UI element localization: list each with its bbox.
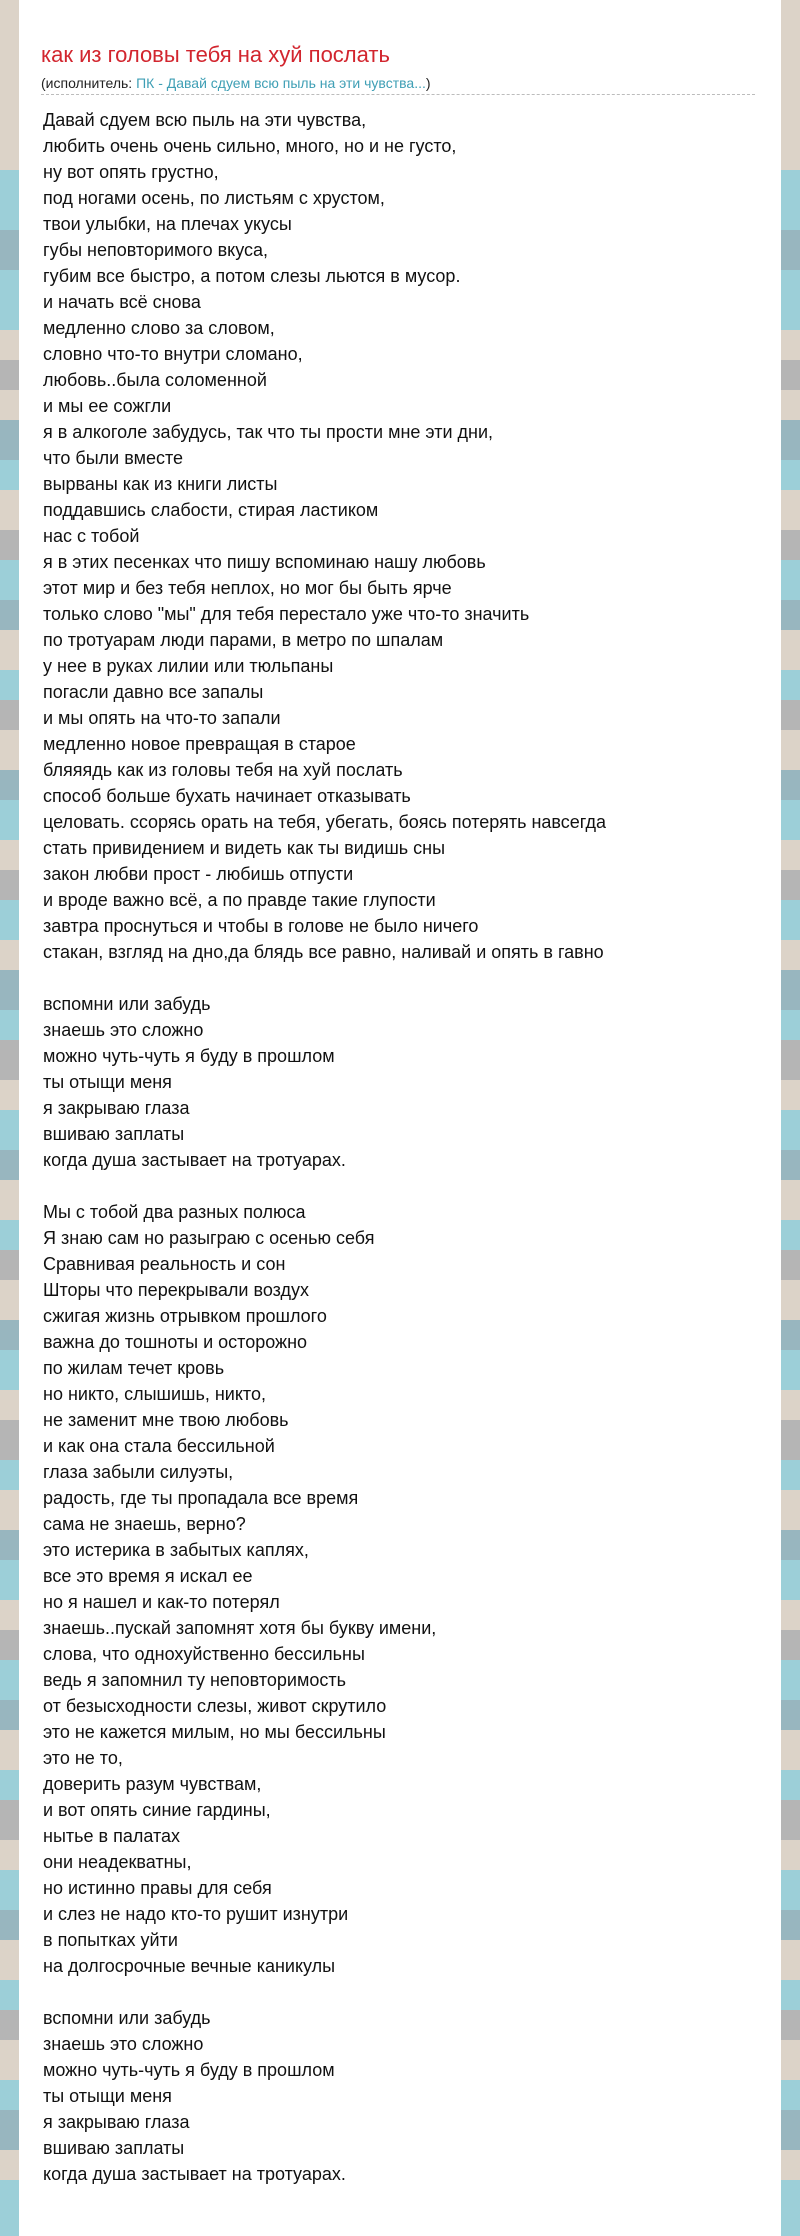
lyrics-text	[43, 107, 763, 2187]
lyric-line: Давай сдуем всю пыль на эти чувства,	[43, 110, 367, 130]
lyric-line: закон любви прост - любишь отпусти	[43, 864, 354, 884]
lyric-line: погасли давно все запалы	[43, 682, 264, 702]
lyric-line: у нее в руках лилии или тюльпаны	[43, 656, 334, 676]
page-title: как из головы тебя на хуй послать	[41, 42, 390, 67]
lyric-line: это не то,	[43, 1748, 123, 1768]
lyric-line: поддавшись слабости, стирая ластиком	[43, 500, 379, 520]
lyric-line: Шторы что перекрывали воздух	[43, 1280, 309, 1300]
artist-link[interactable]: ПК - Давай сдуем всю пыль на эти чувства...	[136, 75, 426, 91]
lyric-line: вшиваю заплаты	[43, 2138, 185, 2158]
lyric-line: что были вместе	[43, 448, 184, 468]
lyric-line: вырваны как из книги листы	[43, 474, 278, 494]
lyric-line: стать привидением и видеть как ты видишь сны	[43, 838, 446, 858]
lyric-line: на долгосрочные вечные каникулы	[43, 1956, 336, 1976]
lyric-line: глаза забыли силуэты,	[43, 1462, 234, 1482]
lyric-line: сама не знаешь, верно?	[43, 1514, 246, 1534]
lyric-line: этот мир и без тебя неплох, но мог бы быть ярче	[43, 578, 452, 598]
lyric-line: Сравнивая реальность и сон	[43, 1254, 286, 1274]
lyric-line: губим все быстро, а потом слезы льются в мусор.	[43, 266, 461, 286]
lyric-line: от безысходности слезы, живот скрутило	[43, 1696, 387, 1716]
lyric-line: вшиваю заплаты	[43, 1124, 185, 1144]
lyric-line: ты отыщи меня	[43, 2086, 172, 2106]
lyric-line: ведь я запомнил ту неповторимость	[43, 1670, 346, 1690]
lyric-line: и мы ее сожгли	[43, 396, 172, 416]
lyric-line: медленно новое превращая в старое	[43, 734, 356, 754]
lyric-line: когда душа застывает на тротуарах.	[43, 1150, 346, 1170]
artist-prefix: (исполнитель:	[41, 75, 137, 91]
lyric-line: знаешь это сложно	[43, 1020, 204, 1040]
lyric-line: и мы опять на что-то запали	[43, 708, 281, 728]
artist-suffix: )	[425, 75, 431, 91]
lyric-line: и начать всё снова	[43, 292, 201, 312]
lyric-line: медленно слово за словом,	[43, 318, 275, 338]
lyric-line: способ больше бухать начинает отказывать	[43, 786, 411, 806]
lyric-line: не заменит мне твою любовь	[43, 1410, 289, 1430]
lyric-line: и как она стала бессильной	[43, 1436, 275, 1456]
lyric-line: но истинно правы для себя	[43, 1878, 272, 1898]
lyric-line: это истерика в забытых каплях,	[43, 1540, 309, 1560]
lyric-line: стакан, взгляд на дно,да блядь все равно, наливай и опять в гавно	[43, 942, 604, 962]
lyric-line: только слово "мы" для тебя перестало уже что-то значить	[43, 604, 530, 624]
lyric-line: и слез не надо кто-то рушит изнутри	[43, 1904, 349, 1924]
lyric-line: в попытках уйти	[43, 1930, 178, 1950]
lyric-line: нытье в палатах	[43, 1826, 181, 1846]
lyric-line: любовь..была соломенной	[43, 370, 267, 390]
stanza-gap	[43, 1173, 763, 1199]
lyric-line: но я нашел и как-то потерял	[43, 1592, 280, 1612]
lyric-line: знаешь это сложно	[43, 2034, 204, 2054]
stanza-gap	[43, 965, 763, 991]
lyric-line: радость, где ты пропадала все время	[43, 1488, 359, 1508]
lyric-line: ну вот опять грустно,	[43, 162, 219, 182]
lyric-line: они неадекватны,	[43, 1852, 192, 1872]
lyric-line: знаешь..пускай запомнят хотя бы букву имени,	[43, 1618, 437, 1638]
lyric-line: и вот опять синие гардины,	[43, 1800, 271, 1820]
lyric-line: но никто, слышишь, никто,	[43, 1384, 266, 1404]
lyric-line: и вроде важно всё, а по правде такие глупости	[43, 890, 436, 910]
lyric-line: Я знаю сам но разыграю с осенью себя	[43, 1228, 375, 1248]
lyric-line: я закрываю глаза	[43, 2112, 190, 2132]
lyric-line: бляяядь как из головы тебя на хуй послать	[43, 760, 403, 780]
lyric-line: это не кажется милым, но мы бессильны	[43, 1722, 386, 1742]
lyric-line: вспомни или забудь	[43, 994, 211, 1014]
lyric-line: Мы с тобой два разных полюса	[43, 1202, 306, 1222]
stanza-gap	[43, 1979, 763, 2005]
lyric-line: под ногами осень, по листьям с хрустом,	[43, 188, 385, 208]
lyric-line: губы неповторимого вкуса,	[43, 240, 269, 260]
content-card	[19, 0, 781, 2236]
artist-line	[41, 74, 755, 95]
lyric-line: я в этих песенках что пишу вспоминаю нашу любовь	[43, 552, 486, 572]
lyric-line: по жилам течет кровь	[43, 1358, 225, 1378]
lyric-line: любить очень очень сильно, много, но и не густо,	[43, 136, 457, 156]
lyric-line: все это время я искал ее	[43, 1566, 253, 1586]
lyric-line: твои улыбки, на плечах укусы	[43, 214, 292, 234]
lyric-line: можно чуть-чуть я буду в прошлом	[43, 2060, 335, 2080]
lyric-line: завтра проснуться и чтобы в голове не было ничего	[43, 916, 479, 936]
lyric-line: когда душа застывает на тротуарах.	[43, 2164, 346, 2184]
lyric-line: сжигая жизнь отрывком прошлого	[43, 1306, 327, 1326]
lyric-line: важна до тошноты и осторожно	[43, 1332, 308, 1352]
lyric-line: нас с тобой	[43, 526, 140, 546]
lyric-line: целовать. ссорясь орать на тебя, убегать, боясь потерять навсегда	[43, 812, 607, 832]
lyric-line: вспомни или забудь	[43, 2008, 211, 2028]
lyric-line: можно чуть-чуть я буду в прошлом	[43, 1046, 335, 1066]
lyric-line: доверить разум чувствам,	[43, 1774, 262, 1794]
lyric-line: ты отыщи меня	[43, 1072, 172, 1092]
lyric-line: по тротуарам люди парами, в метро по шпалам	[43, 630, 444, 650]
lyric-line: я в алкоголе забудусь, так что ты прости мне эти дни,	[43, 422, 493, 442]
lyric-line: словно что-то внутри сломано,	[43, 344, 303, 364]
lyric-line: слова, что однохуйственно бессильны	[43, 1644, 365, 1664]
lyric-line: я закрываю глаза	[43, 1098, 190, 1118]
